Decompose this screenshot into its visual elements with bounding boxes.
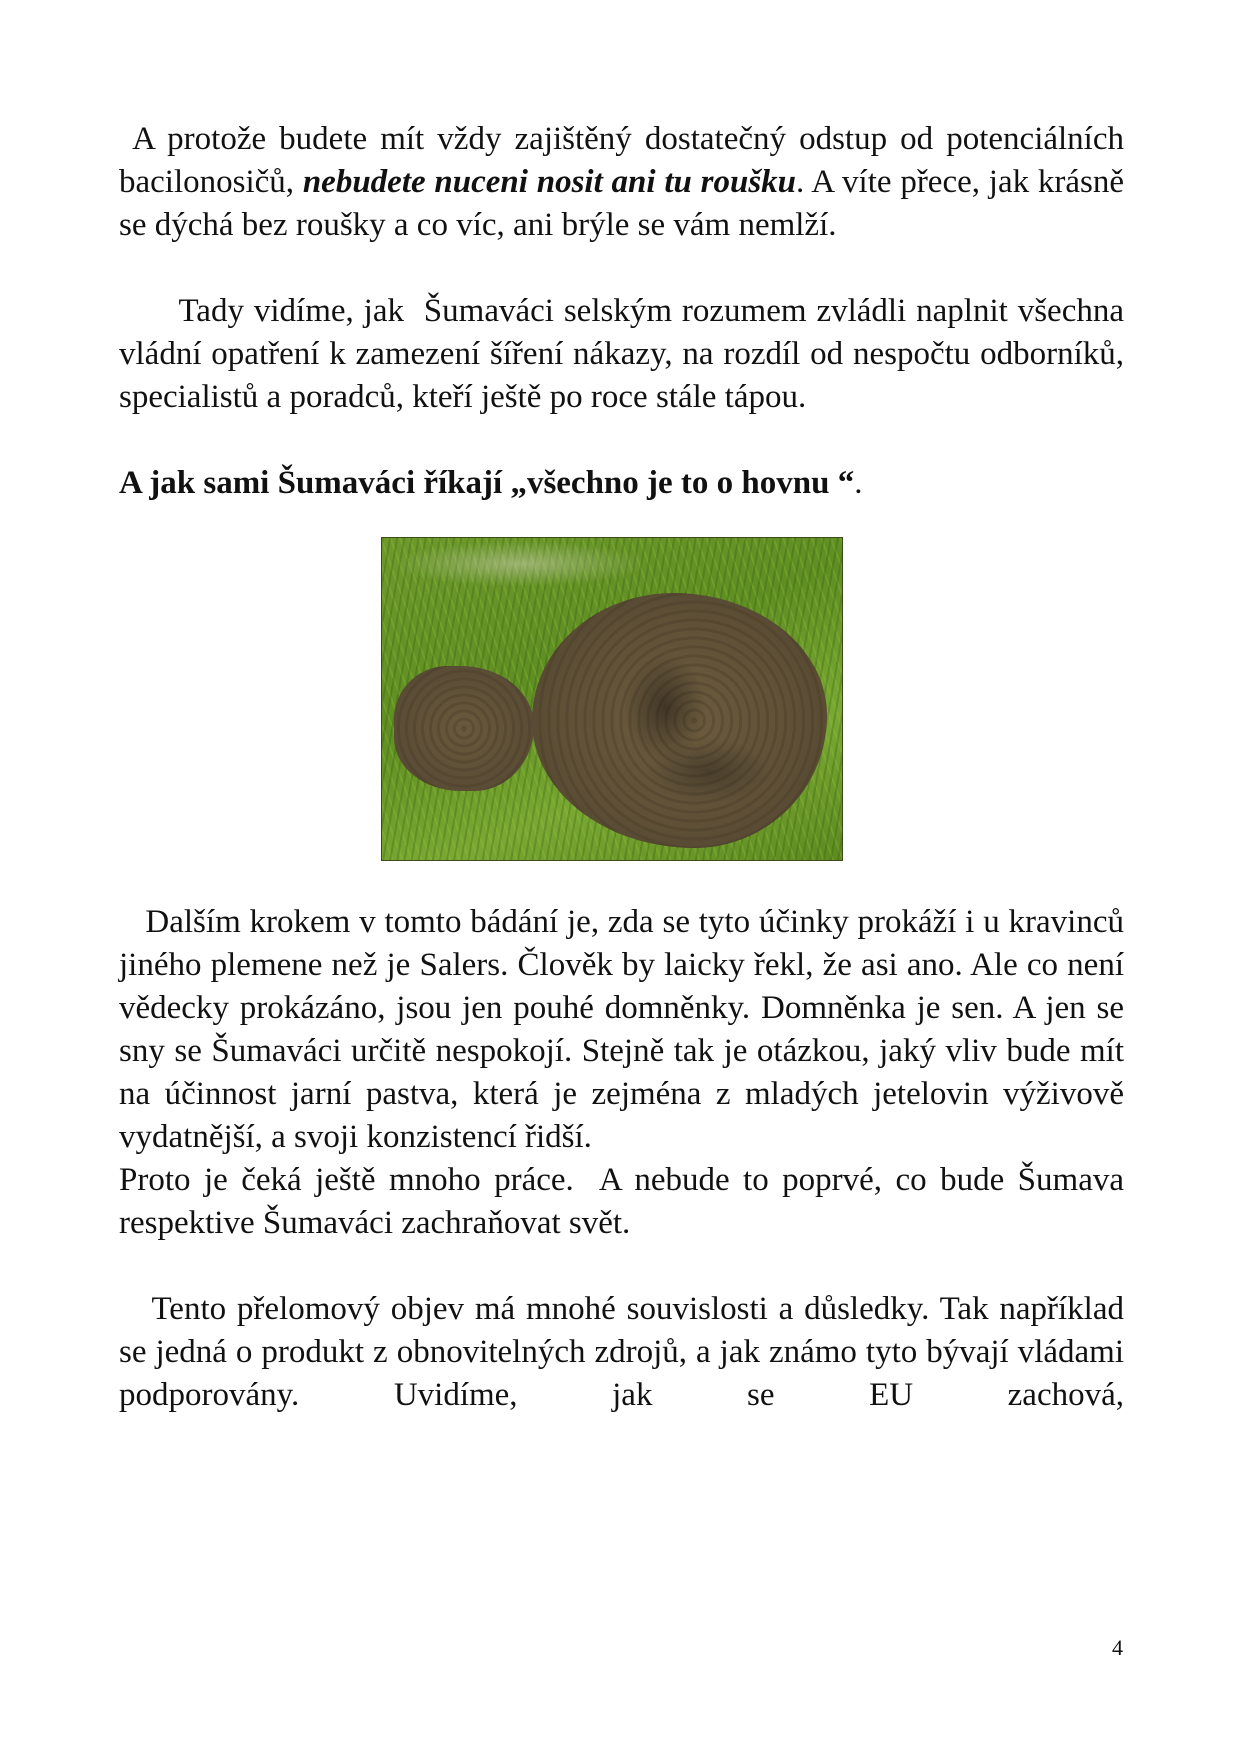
paragraph-objev: Tento přelomový objev má mnohé souvislosti a důsledky. Tak například se jedná o produkt z obnovitelných zdrojů, a jak známo tyto bývají vládami podporovány. Uvidíme, jak se EU zachová,	[119, 1291, 1133, 1413]
paragraph-opatreni: Tady vidíme, jak Šumaváci selským rozumem zvládli naplnit všechna vládní opatření k zamezení šíření nákazy, na rozdíl od nespočtu odborníků, specialistů a poradců, kteří ještě po roce stále tápou.	[119, 293, 1133, 415]
paragraph-roušky	[119, 118, 1133, 247]
cow-dung-photo	[381, 537, 843, 861]
document-page	[119, 118, 1133, 1417]
small-dung-pat	[394, 666, 534, 791]
page-number: 4	[1112, 1635, 1123, 1660]
paragraph-dalsi-krok: Dalším krokem v tomto bádání je, zda se tyto účinky prokáží i u kravinců jiného plemene než je Salers. Člověk by laicky řekl, že asi ano. Ale co není vědecky prokázáno, jsou jen pouhé domněnky. Domněnka je sen. A jen se sny se Šumaváci určitě nespokojí. Stejně tak je otázkou, jaký vliv bude mít na účinnost jarní pastva, která je zejména z mladých jetelovin výživově vydatnější, a svoji konzistencí řidší.	[119, 904, 1133, 1155]
large-dung-pat	[532, 593, 827, 848]
paragraph-prace: Proto je čeká ještě mnoho práce. A nebude to poprvé, co bude Šumava respektive Šumaváci zachraňovat svět.	[119, 1162, 1133, 1241]
spacer	[119, 1245, 1124, 1288]
heading-text: A jak sami Šumaváci říkají „všechno je to o hovnu “	[119, 465, 855, 501]
heading-period: .	[854, 465, 863, 501]
figure-container	[119, 537, 1124, 867]
paragraph-text: A protože budete mít vždy zajištěný dostatečný odstup od potenciálních bacilonosičů,	[119, 121, 1133, 200]
paragraph-text: . A víte přece, jak krásně se dýchá bez roušky a co víc, ani brýle se vám nemlží.	[119, 164, 1133, 243]
emphasized-text: nebudete nuceni nosit ani tu roušku	[302, 164, 797, 200]
spacer	[119, 419, 1124, 462]
spacer	[119, 247, 1124, 290]
section-heading	[119, 462, 1124, 505]
